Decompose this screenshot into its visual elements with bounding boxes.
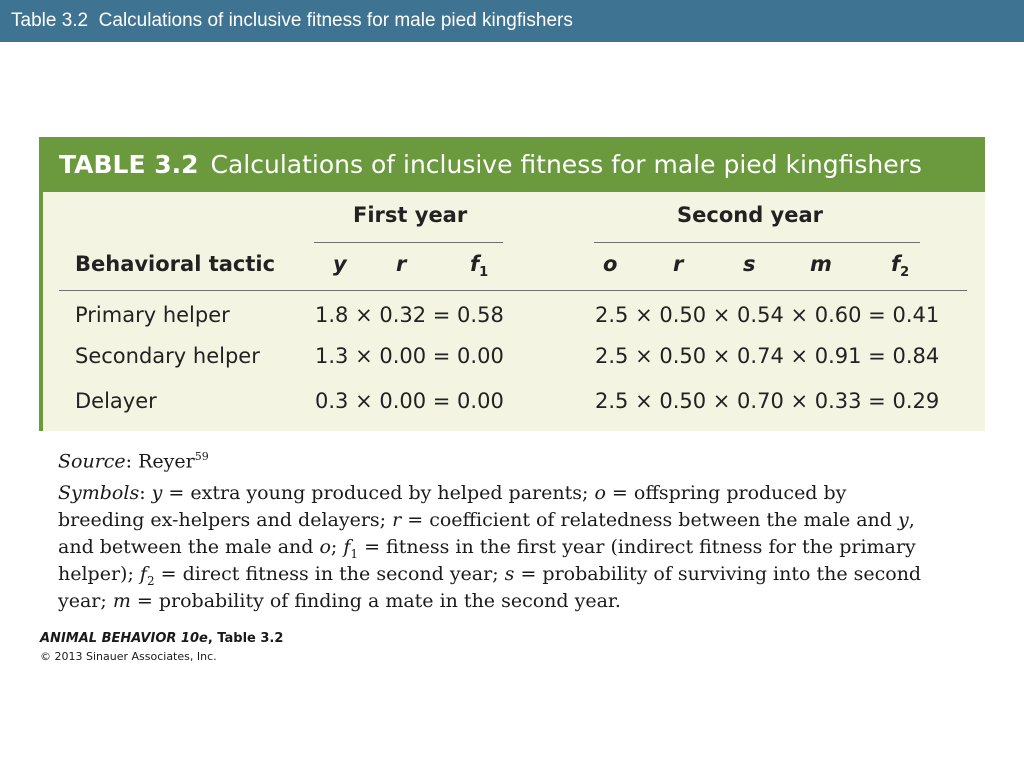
book-credit: ANIMAL BEHAVIOR 10e, Table 3.2 xyxy=(40,631,284,646)
symbols-note-line-3: and between the male and o; $f_1$ = fitness in the first year (indirect fitness for the primary xyxy=(58,536,916,561)
row-second-year-calc: 2.5 × 0.50 × 0.54 × 0.60 = 0.41 xyxy=(595,303,940,327)
column-header-s: s xyxy=(743,252,756,276)
table-title: Calculations of inclusive fitness for male pied kingfishers xyxy=(210,150,922,179)
group-header-first-year: First year xyxy=(353,203,468,227)
column-header-r-first: r xyxy=(396,252,407,276)
column-header-o: o xyxy=(603,252,618,276)
symbols-note-line-5: year; m = probability of finding a mate in the second year. xyxy=(58,590,621,612)
first-year-rule xyxy=(314,242,503,243)
symbols-note-line-2: breeding ex-helpers and delayers; r = coefficient of relatedness between the male and y, xyxy=(58,509,915,531)
copyright: © 2013 Sinauer Associates, Inc. xyxy=(40,650,217,663)
column-header-tactic: Behavioral tactic xyxy=(75,252,276,276)
table-number: TABLE 3.2 xyxy=(59,150,199,179)
column-header-f2: $f_2$ xyxy=(891,252,910,281)
row-second-year-calc: 2.5 × 0.50 × 0.70 × 0.33 = 0.29 xyxy=(595,389,940,413)
symbols-note-line-1: Symbols: y = extra young produced by helped parents; o = offspring produced by xyxy=(58,482,847,504)
row-tactic: Secondary helper xyxy=(75,344,260,368)
row-first-year-calc: 1.8 × 0.32 = 0.58 xyxy=(315,303,504,327)
header-rule xyxy=(59,290,967,291)
slide-title: Table 3.2 Calculations of inclusive fitness for male pied kingfishers xyxy=(0,0,1024,42)
column-header-f1: $f_1$ xyxy=(470,252,489,281)
group-header-second-year: Second year xyxy=(677,203,823,227)
row-first-year-calc: 0.3 × 0.00 = 0.00 xyxy=(315,389,504,413)
table-3-2 xyxy=(39,137,985,431)
column-header-m: m xyxy=(810,252,832,276)
row-second-year-calc: 2.5 × 0.50 × 0.74 × 0.91 = 0.84 xyxy=(595,344,940,368)
table-title-bar xyxy=(39,137,985,192)
source-note: Source: Reyer$^{59}$ xyxy=(58,450,209,473)
symbols-note-line-4: helper); $f_2$ = direct fitness in the second year; s = probability of surviving into the second xyxy=(58,563,922,588)
row-tactic: Primary helper xyxy=(75,303,230,327)
row-first-year-calc: 1.3 × 0.00 = 0.00 xyxy=(315,344,504,368)
column-header-r-second: r xyxy=(673,252,684,276)
second-year-rule xyxy=(594,242,920,243)
column-header-y: y xyxy=(333,252,347,276)
row-tactic: Delayer xyxy=(75,389,157,413)
